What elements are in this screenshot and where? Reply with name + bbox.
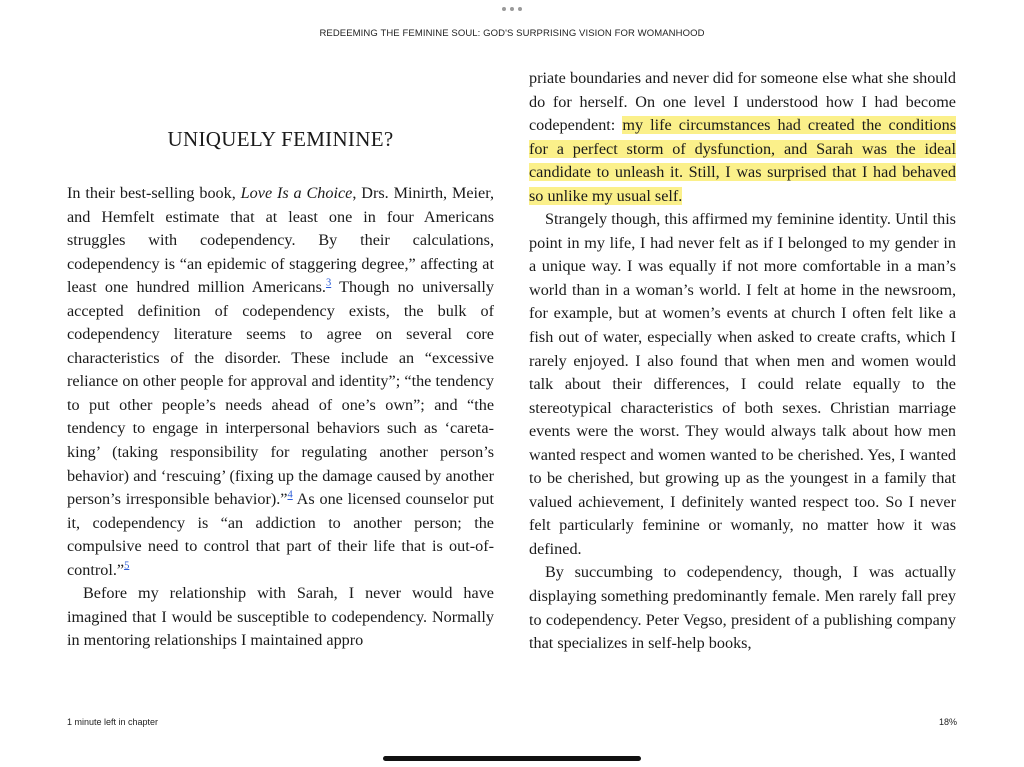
paragraph	[529, 67, 956, 208]
text-run: Though no universally accepted definition of codependency exists, the bulk of codependency literature seems to agree on several core characteristics of the disorder. These include an “excessive reliance on other people for approval and identity”; “the tendency to put other people’s needs ahead of one’s own”; and “the tendency to engage in interpersonal behaviors such as ‘caretaking’ (taking responsibility for regulating another person’s behavior) and ‘rescuing’ (fixing up the damage caused by another person’s irresponsible behavior).”	[67, 278, 494, 509]
footnote-link-3[interactable]: 3	[325, 277, 332, 289]
book-title: REDEEMING THE FEMININE SOUL: GOD'S SURPRISING VISION FOR WOMANHOOD	[319, 28, 705, 39]
paragraph: Before my relationship with Sarah, I never would have imagined that I would be susceptible to codependency. Normally in mentoring relationships I maintained appro	[67, 584, 494, 650]
text-run: As one licensed counselor put it, codependency is “an addiction to another person; the compulsive need to control that part of their life that is out-of-control.”	[67, 490, 494, 579]
text-run: , Drs. Minirth, Meier, and Hemfelt estimate that at least one in four Americans struggles with codependency. By their calculations, codependency is “an epidemic of staggering degree,” affecting at least one hundred million Americans.	[67, 184, 495, 297]
dot-icon	[502, 7, 506, 11]
reader-menu-ellipsis-icon[interactable]	[502, 6, 522, 12]
highlighted-passage[interactable]: my life circumstances had created the conditions for a perfect storm of dysfunction, and Sarah was the ideal candidate to unleash it. Still, I was surprised that I had behaved so unlike my usual self.	[529, 116, 956, 205]
book-title-italic: Love Is a Choice	[240, 184, 353, 202]
time-left-in-chapter: 1 minute left in chapter	[67, 717, 159, 727]
home-indicator[interactable]	[383, 756, 641, 761]
paragraph: Strangely though, this affirmed my feminine identity. Until this point in my life, I had never felt as if I belonged to my gender in a unique way. I was equally if not more comfortable in a man’s world than in a woman’s world. I felt at home in the newsroom, for example, but at women’s events at church I often felt like a fish out of water, especially when asked to create crafts, which I rarely enjoyed. I also found that when men and women would talk about their differences, I could relate equally to the stereotypical characteristics of both sexes. Christian marriage events were the worst. They would always talk about how men wanted respect and women wanted to be cherished. Yes, I wanted to be cherished, but growing up as the youngest in a family that valued achievement, I definitely wanted respect too. So I never felt particularly feminine or womanly, no matter how it was defined.	[529, 210, 956, 558]
reading-progress: 18%	[938, 717, 957, 727]
paragraph: By succumbing to codependency, though, I was actually displaying something predominantly female. Men rarely fall prey to codependency. Peter Vegso, president of a publishing company that specializes in self-help books,	[529, 563, 956, 653]
paragraph	[67, 182, 494, 582]
footnote-link-5[interactable]: 5	[124, 560, 130, 572]
dot-icon	[510, 7, 514, 11]
chapter-heading: UNIQUELY FEMININE?	[167, 127, 394, 151]
text-run: priate boundaries and never did for someone else what she should do for herself. On one level I understood how I had become codependent:	[529, 69, 956, 135]
dot-icon	[518, 7, 522, 11]
text-run: In their best-selling book,	[67, 184, 241, 202]
left-page-column	[67, 67, 494, 653]
footnote-link-4[interactable]: 4	[287, 489, 293, 501]
right-page-column	[529, 67, 956, 656]
